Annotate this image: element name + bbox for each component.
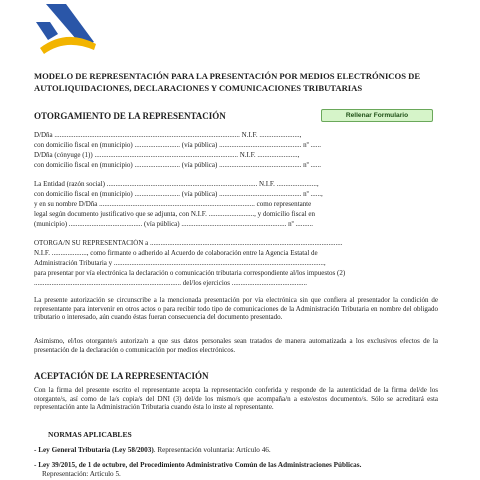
norma-item bbox=[34, 446, 474, 455]
form-line[interactable]: D/Dña (cónyuge (1)) .................................................................................. N.I.F. ......................., bbox=[34, 151, 300, 159]
norma-law-name: - Ley 39/2015, de 1 de octubre, del Procedimiento Administrativo Común de las Administraciones Públicas. bbox=[34, 461, 362, 469]
form-line[interactable]: con domicilio fiscal en (municipio) .......................... (vía pública) ............................................... nº ......, bbox=[34, 190, 323, 198]
form-line[interactable]: OTORGA/N SU REPRESENTACIÓN a .............................................................................................................. bbox=[34, 239, 343, 247]
form-line[interactable]: La Entidad (razón social) ...................................................................................... N.I.F. ......................., bbox=[34, 180, 319, 188]
form-line[interactable]: con domicilio fiscal en (municipio) .......................... (vía pública) ............................................... nº ...... bbox=[34, 161, 321, 169]
data-consent-paragraph: Asimismo, el/los otorgante/s autoriza/n a que sus datos personales sean tratados de manera automatizada a los exclusivos efectos de la presentación de la declaración o comunicación por medios electrónicos. bbox=[34, 337, 438, 354]
form-line[interactable]: con domicilio fiscal en (municipio) .......................... (vía pública) ............................................... nº ...... bbox=[34, 141, 321, 149]
normas-heading: NORMAS APLICABLES bbox=[48, 430, 132, 439]
norma-detail: Representación: Artículo 5. bbox=[42, 469, 121, 478]
norma-item bbox=[34, 461, 474, 478]
norma-detail: . Representación voluntaria: Artículo 46. bbox=[153, 446, 271, 454]
form-line[interactable]: para presentar por vía electrónica la declaración o comunicación tributaria correspondiente al/los impuestos (2) bbox=[34, 269, 346, 277]
authorization-paragraph: La presente autorización se circunscribe a la mencionada presentación por vía electrónica sin que confiera al presentador la condición de representante para intervenir en otros actos o para recibir todo tipo de comunicaciones de la Administración Tributaria en nombre del obligado tributario o interesado, aún cuando éstas fueran consecuencia del documento presentado. bbox=[34, 296, 438, 322]
aceptacion-paragraph: Con la firma del presente escrito el representante acepta la representación conferida y responde de la autenticidad de la firma del/de los otorgante/s, así como de la/s copia/s del DNI (3) del/de los mismo/s que acompaña/n a este/estos documento/s. Sólo se acreditará esta representación ante la Administración Tributaria cuando ésta lo inste al representante. bbox=[34, 386, 438, 412]
agencia-tributaria-logo bbox=[36, 4, 98, 54]
document-title: MODELO DE REPRESENTACIÓN PARA LA PRESENTACIÓN POR MEDIOS ELECTRÓNICOS DE AUTOLIQUIDACIONES, DECLARACIONES Y COMUNICACIONES TRIBUTARIAS bbox=[34, 71, 421, 93]
norma-law-name: - Ley General Tributaria (Ley 58/2003) bbox=[34, 446, 154, 454]
form-line[interactable]: Administración Tributaria y ........................................................................................................................, bbox=[34, 259, 326, 267]
form-line[interactable]: y en su nombre D/Dña ......................................................................................... como representante bbox=[34, 200, 312, 208]
fill-form-button[interactable]: Rellenar Formulario bbox=[321, 109, 433, 122]
aceptacion-heading: ACEPTACIÓN DE LA REPRESENTACIÓN bbox=[34, 371, 209, 381]
logo-blue-left bbox=[36, 22, 58, 40]
otorgamiento-heading: OTORGAMIENTO DE LA REPRESENTACIÓN bbox=[34, 111, 226, 121]
form-line[interactable]: (municipio) .......................................... (vía pública) ............................................................ nº .......... bbox=[34, 220, 314, 228]
form-line[interactable]: legal según documento justificativo que se adjunta, con N.I.F. .........................., y domicilio fiscal en bbox=[34, 210, 315, 218]
form-line[interactable]: N.I.F. ...................., como firmante o adherido al Acuerdo de colaboración entre la Agencia Estatal de bbox=[34, 249, 318, 257]
form-line[interactable]: D/Dña .......................................................................................................... N.I.F. ......................., bbox=[34, 131, 302, 139]
form-line[interactable]: .................................................................................... del/los ejercicios ........................................... bbox=[34, 279, 307, 287]
